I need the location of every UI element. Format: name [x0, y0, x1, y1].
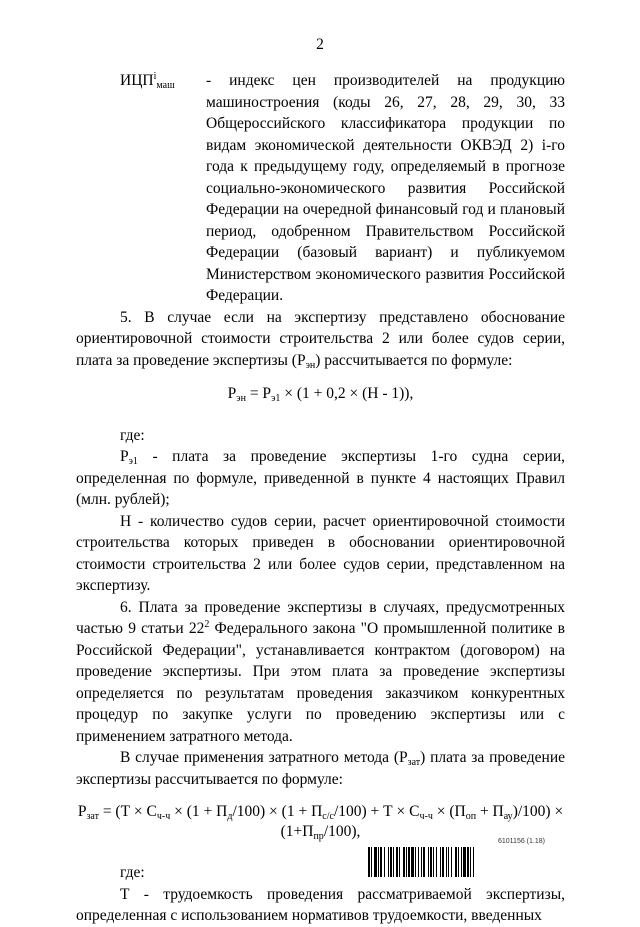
where-label-2: где:: [120, 864, 145, 881]
paragraph-cost-method: В случае применения затратного метода $(Р_{зат})$ плата за проведение экспертизы рассчитывается по формуле:: [76, 749, 565, 788]
page-number: 2: [316, 36, 324, 53]
document-body: [76, 70, 565, 927]
where-label-1: где:: [120, 426, 145, 444]
definition-text: - индекс цен производителей на продукцию машиностроения (коды 26, 27, 28, 29, 30, 33 Общероссийского классификатора продукции по видам экономической деятельности ОКВЭД 2) i-го года к предыдущему году, определяемый в прогнозе социально-экономического развития Российской Федерации на очередной финансовый год и плановый период, одобренном Правительством Российской Федерации (базовый вариант) и публикуемом Министерством экономического развития Российской Федерации.: [206, 72, 566, 304]
formula-rzat: [76, 802, 565, 842]
barcode-label: 6101156 (1.18): [498, 838, 545, 845]
definition-icp: [76, 70, 565, 307]
formula-ren: $Р_{эн} = Р_{э1} \times (1 + 0,2 \times (Н - 1))$,: [227, 385, 414, 404]
definition-n: Н - количество судов серии, расчет ориентировочной стоимости строительства которых приведен в обосновании ориентировочной стоимости строительства 2 или более судов серии, представленном на экспертизу.: [76, 512, 565, 594]
formula-rzat-line-1: $Р_{зат} = (Т \times С_{ч-ч} \times (1 + П_д/100) \times (1 + П_{с/с}/100) + Т \times С_{ч-ч} \times (П_{оп} + П_{ау})/100)$ ×: [77, 803, 564, 822]
definition-pe1: $Р_{э1}$ - плата за проведение экспертизы 1-го судна серии, определенная по формуле, приведенной в пункте 4 настоящих Правил (млн. рублей);: [76, 448, 565, 508]
formula-rzat-line-2: $(1+П_{пр}/100)$,: [280, 823, 361, 842]
paragraph-5: 5. В случае если на экспертизу представлено обоснование ориентировочной стоимости строительства 2 или более судов серии, плата за проведение экспертизы $(Р_{эн})$ рассчитывается по формуле:: [76, 308, 565, 371]
definition-t: Т - трудоемкость проведения рассматриваемой экспертизы, определенная с использованием нормативов трудоемкости, введенных: [76, 885, 565, 924]
paragraph-6: 6. Плата за проведение экспертизы в случаях, предусмотренных частью 9 статьи $22^2$ Федерального закона "О промышленной политике в Российской Федерации", устанавливается контрактом (договором) на проведение экспертизы. При этом плата за проведение экспертизы определяется по результатам проведения заказчиком конкурентных процедур по закупке услуги по проведению экспертизы или с применением затратного метода.: [76, 598, 566, 745]
definition-term: $ИЦП^i_{маш}$: [120, 71, 175, 91]
barcode: [368, 847, 568, 877]
barcode-stripe: [474, 847, 476, 877]
